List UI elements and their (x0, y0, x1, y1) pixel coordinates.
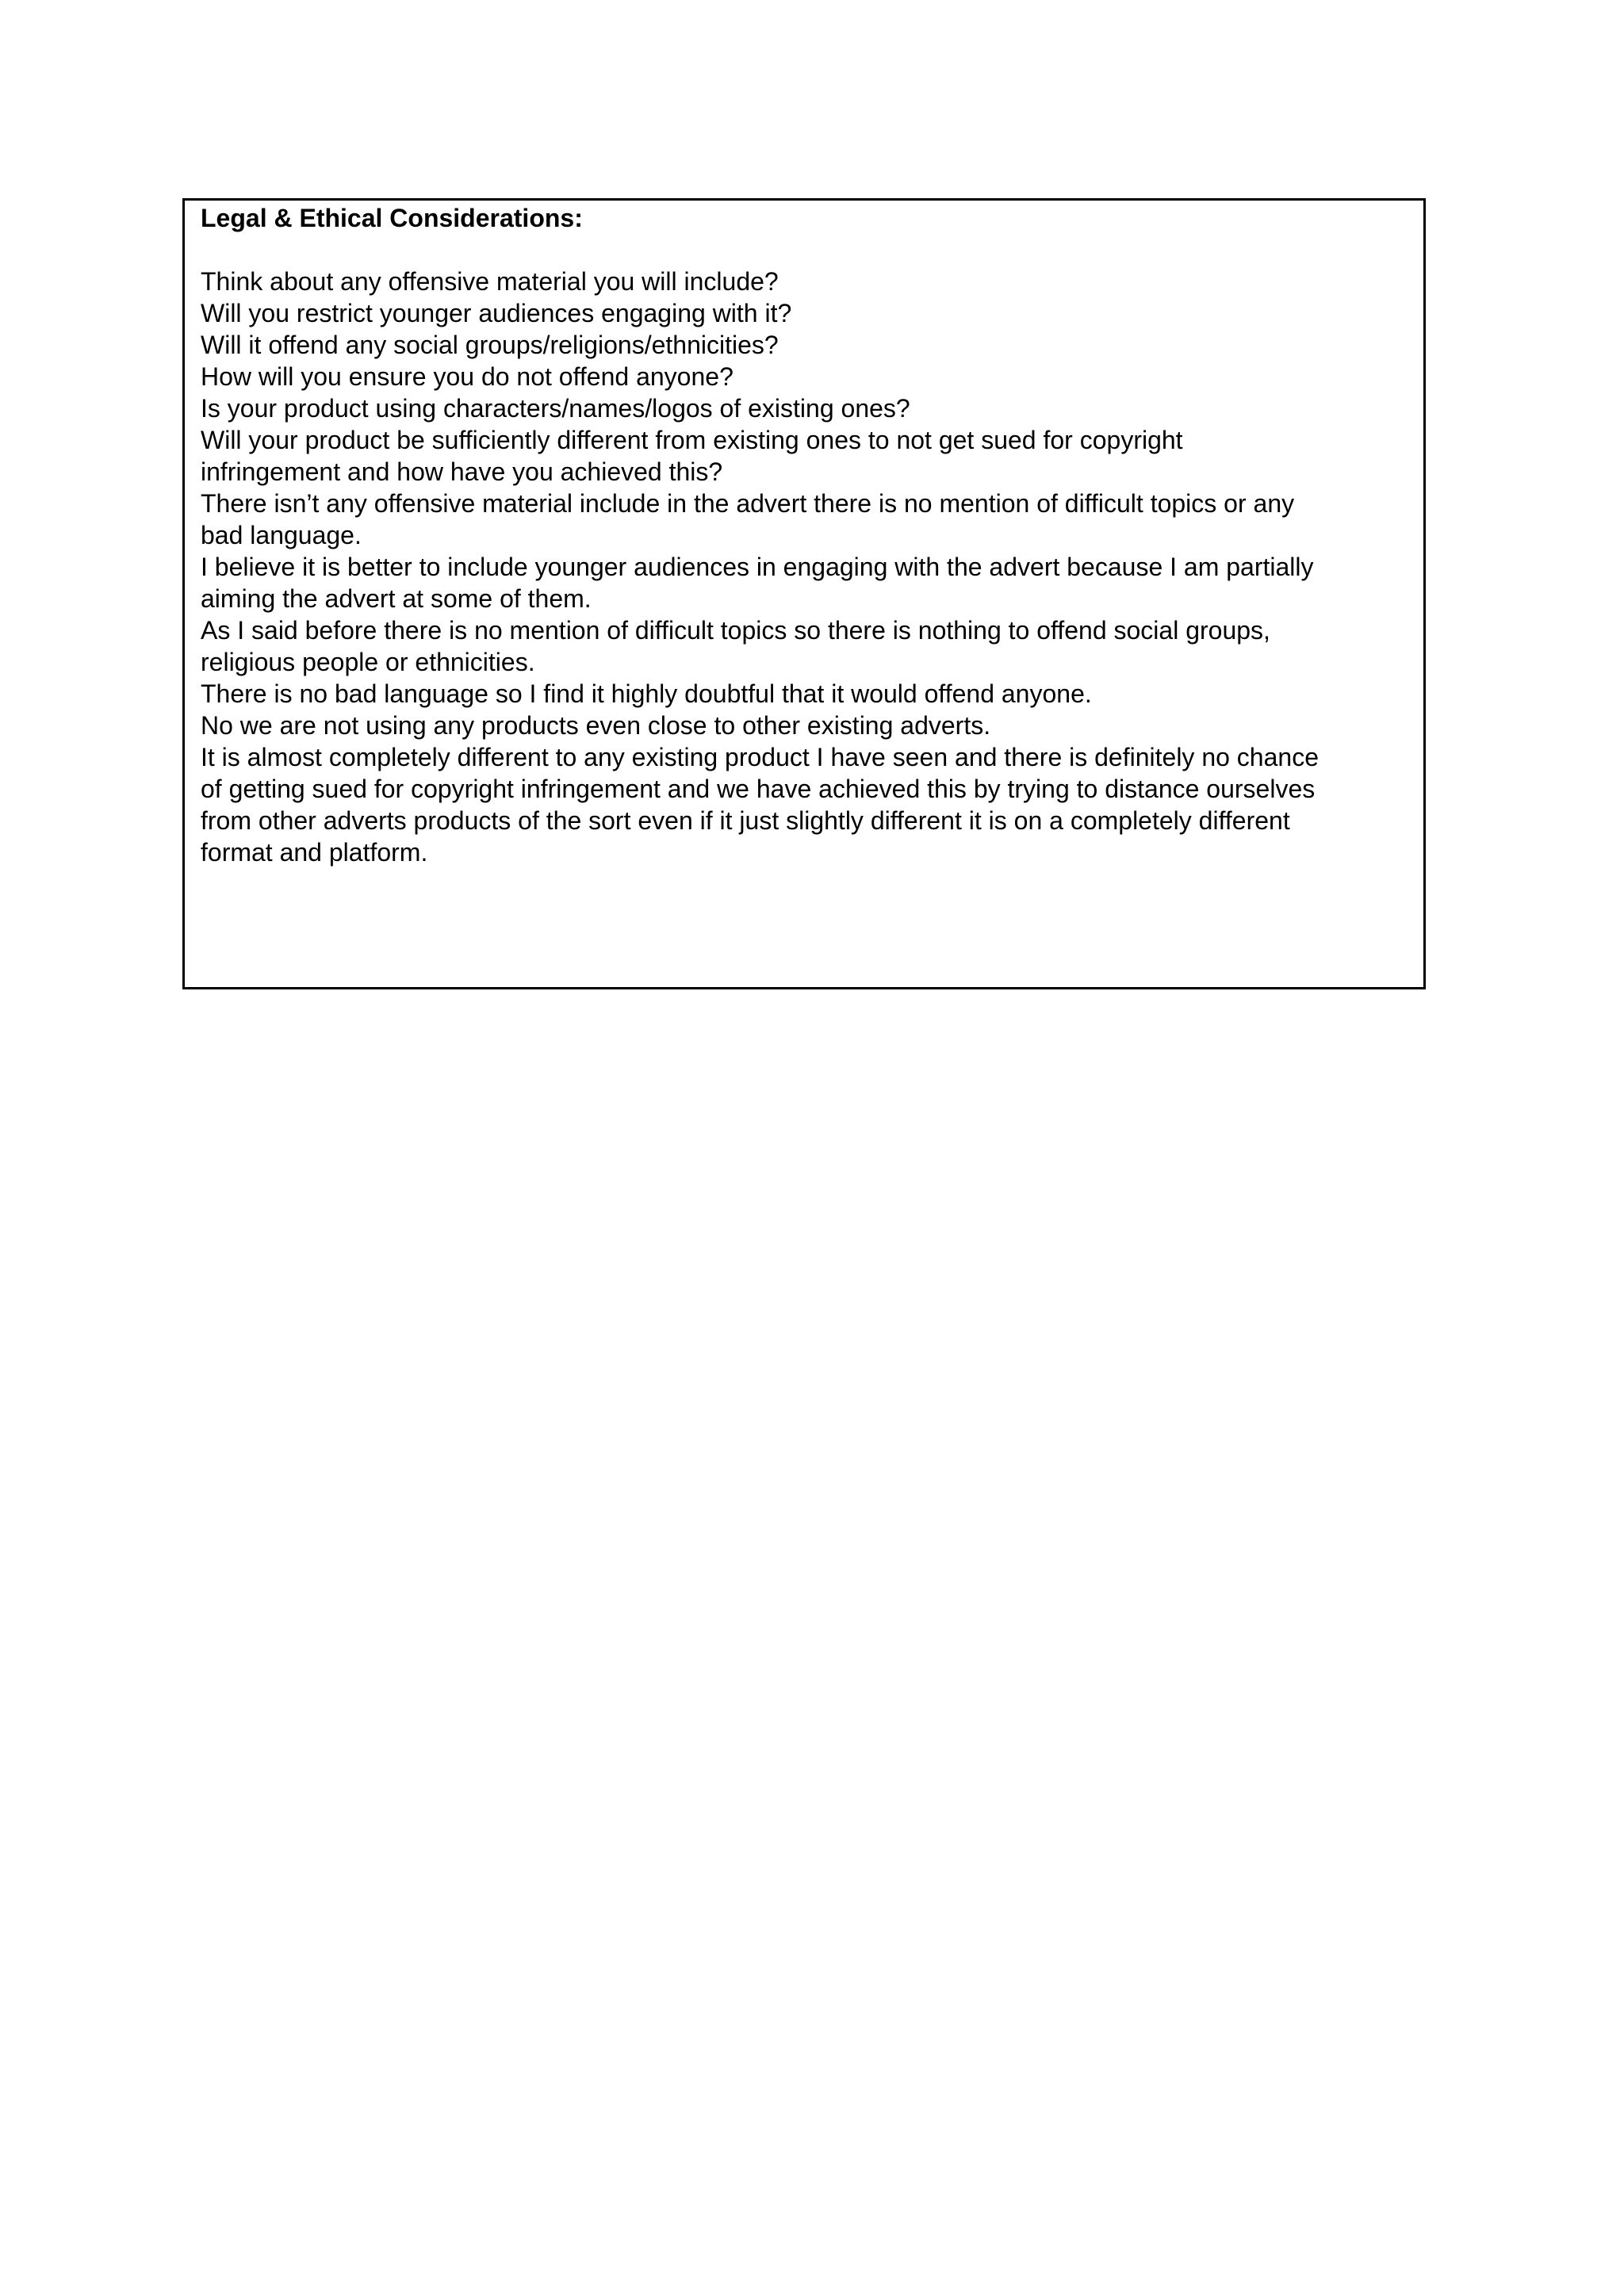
blank-line (201, 234, 1406, 266)
answer-line: It is almost completely different to any existing product I have seen and there is definitely no chance (201, 743, 1319, 771)
question-line: infringement and how have you achieved this? (201, 457, 723, 486)
answer-line: bad language. (201, 521, 362, 549)
answer-line: format and platform. (201, 838, 428, 867)
question-line: How will you ensure you do not offend anyone? (201, 362, 733, 391)
question-line: Will your product be sufficiently different from existing ones to not get sued for copyright (201, 426, 1183, 454)
answer-line: As I said before there is no mention of difficult topics so there is nothing to offend social groups, (201, 616, 1270, 645)
legal-ethical-considerations-box (182, 198, 1426, 989)
answer-line: aiming the advert at some of them. (201, 584, 592, 613)
question-line: Will you restrict younger audiences engaging with it? (201, 299, 792, 327)
section-heading: Legal & Ethical Considerations: (201, 204, 583, 232)
answer-line: There isn’t any offensive material include in the advert there is no mention of difficult topics or any (201, 489, 1295, 518)
question-line: Will it offend any social groups/religions/ethnicities? (201, 331, 779, 359)
question-line: Think about any offensive material you will include? (201, 267, 779, 296)
answer-line: religious people or ethnicities. (201, 648, 535, 676)
answer-line: of getting sued for copyright infringement and we have achieved this by trying to distance ourselves (201, 775, 1316, 803)
answer-line: No we are not using any products even close to other existing adverts. (201, 711, 991, 740)
question-line: Is your product using characters/names/logos of existing ones? (201, 394, 910, 423)
answer-line: I believe it is better to include younger audiences in engaging with the advert because I am partially (201, 553, 1314, 581)
answer-line: There is no bad language so I find it highly doubtful that it would offend anyone. (201, 679, 1092, 708)
answer-line: from other adverts products of the sort even if it just slightly different it is on a completely different (201, 806, 1290, 835)
